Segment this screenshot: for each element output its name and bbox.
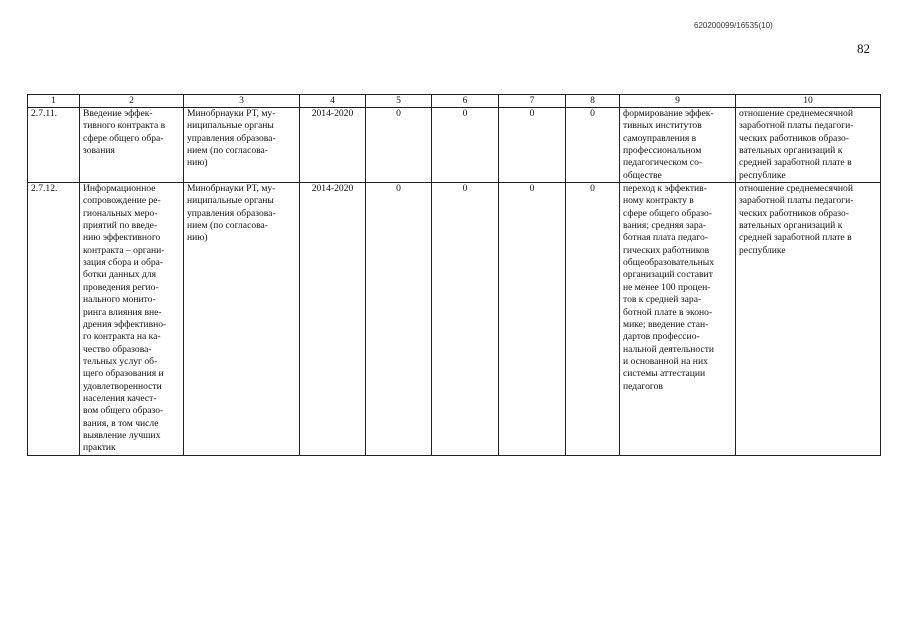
column-header-7: 7 xyxy=(499,95,566,108)
indicator-cell: отношение среднемесячной заработной платы педагоги- ческих работников образо- вательных организаций к средней заработной плате в республике xyxy=(736,108,881,183)
value-cell-6: 0 xyxy=(432,183,499,456)
table-row xyxy=(28,183,881,456)
plan-table xyxy=(27,94,881,456)
column-header-10: 10 xyxy=(736,95,881,108)
value-cell-7: 0 xyxy=(499,183,566,456)
activity-cell: Информационное сопровождение ре- гиональных меро- приятий по введе- нию эффективного контракта – органи- зация сбора и обра- ботки данных для проведения регио- нального монито- ринга влияния вне- дрения эффективно- го контракта на ка- чество образова- тельных услуг об- щего образования и удовлетворенности населения качест- вом общего образо- вания, в том числе выявление лучших практик xyxy=(80,183,184,456)
row-number: 2.7.11. xyxy=(28,108,80,183)
table-header-row xyxy=(28,95,881,108)
column-header-9: 9 xyxy=(620,95,736,108)
value-cell-5: 0 xyxy=(366,108,432,183)
column-header-5: 5 xyxy=(366,95,432,108)
column-header-8: 8 xyxy=(566,95,620,108)
column-header-3: 3 xyxy=(184,95,300,108)
value-cell-7: 0 xyxy=(499,108,566,183)
column-header-1: 1 xyxy=(28,95,80,108)
indicator-cell: отношение среднемесячной заработной платы педагоги- ческих работников образо- вательных организаций к средней заработной плате в республике xyxy=(736,183,881,456)
row-number: 2.7.12. xyxy=(28,183,80,456)
column-header-4: 4 xyxy=(300,95,366,108)
result-cell: формирование эффек- тивных институтов самоуправления в профессиональном педагогическом со- обществе xyxy=(620,108,736,183)
result-cell: переход к эффектив- ному контракту в сфере общего образо- вания; средняя зара- ботная плата педаго- гических работников общеобразовательных организаций составит не менее 100 процен- тов к средней зара- ботной плате в эконо- мике; введение стан- дартов профессио- нальной деятельности и основанной на них системы аттестации педагогов xyxy=(620,183,736,456)
executors-cell: Минобрнауки РТ, му- ниципальные органы управления образова- нием (по согласова- нию) xyxy=(184,183,300,456)
document-code: 620200099/16535(10) xyxy=(694,21,773,30)
value-cell-6: 0 xyxy=(432,108,499,183)
value-cell-5: 0 xyxy=(366,183,432,456)
period-cell: 2014-2020 xyxy=(300,183,366,456)
column-header-2: 2 xyxy=(80,95,184,108)
table-row xyxy=(28,108,881,183)
page-number: 82 xyxy=(857,41,870,56)
value-cell-8: 0 xyxy=(566,108,620,183)
period-cell: 2014-2020 xyxy=(300,108,366,183)
activity-cell: Введение эффек- тивного контракта в сфере общего обра- зования xyxy=(80,108,184,183)
column-header-6: 6 xyxy=(432,95,499,108)
value-cell-8: 0 xyxy=(566,183,620,456)
executors-cell: Минобрнауки РТ, му- ниципальные органы управления образова- нием (по согласова- нию) xyxy=(184,108,300,183)
